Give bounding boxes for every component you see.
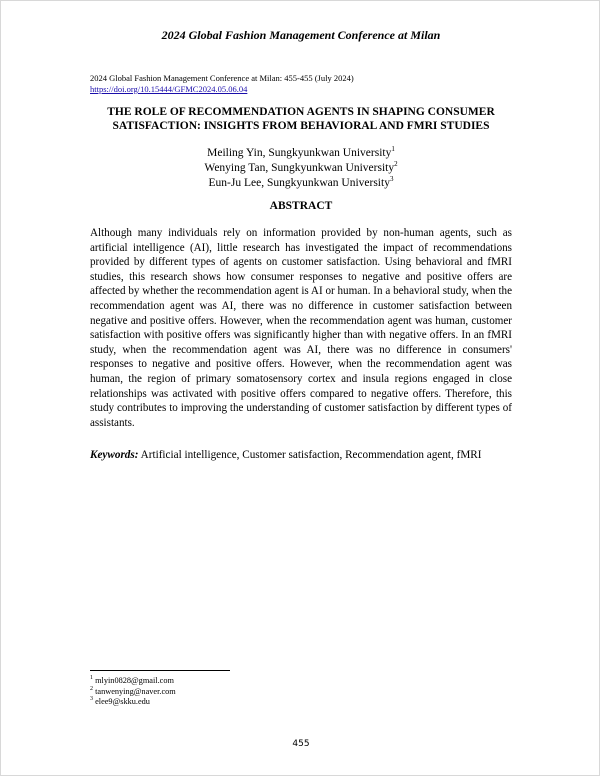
author-name: Wenying Tan, Sungkyunkwan University [204,162,395,174]
author-line [90,161,512,176]
footnote [90,697,176,708]
footnote-mark: 1 [90,675,93,682]
running-header: 2024 Global Fashion Management Conference at Milan [161,28,441,42]
author-line [90,146,512,161]
page-number: 455 [292,739,310,749]
abstract-text: Although many individuals rely on information provided by non-human agents, such as artificial intelligence (AI), little research has investigated the impact of recommendations provided by different types of agents on customer satisfaction. Using behavioral and fMRI studies, this research shows how consumer responses to negative and positive offers are affected by whether the recommendation agent is AI or human. In a behavioral study, when the recommendation agent was AI, there was no difference in customer satisfaction between negative and positive offers. However, when the recommendation agent was human, customer satisfaction with positive offers was significantly higher than with negative offers. In an fMRI study, when the recommendation agent was AI, there was no difference in consumers' responses to negative and positive offers. However, when the recommendation agent was human, the region of primary somatosensory cortex and insula regions engaged in close relationships was activated with positive offers compared to negative offers. Therefore, this study contributes to improving the understanding of customer satisfaction by different types of assistants. [90,227,512,429]
keywords-line [90,448,512,462]
doi-link[interactable]: https://doi.org/10.15444/GFMC2024.05.06.04 [90,84,248,94]
footnote [90,687,176,698]
footnote-mark: 1 [391,145,395,154]
footnotes [90,676,176,708]
abstract-heading: ABSTRACT [269,200,333,212]
citation-block [90,73,354,95]
keywords-text: Artificial intelligence, Customer satisfaction, Recommendation agent, fMRI [140,449,482,461]
author-line [90,176,512,191]
author-list [90,146,512,191]
author-name: Meiling Yin, Sungkyunkwan University [207,147,392,159]
footnote-mark: 3 [90,696,93,703]
keywords-label: Keywords: [90,449,139,461]
footnote-email: mlyin0828@gmail.com [95,676,174,685]
footnote-mark: 2 [90,685,93,692]
footnote-mark: 2 [394,160,398,169]
paper-title: THE ROLE OF RECOMMENDATION AGENTS IN SHAPING CONSUMER SATISFACTION: INSIGHTS FROM BEHAVIORAL AND FMRI STUDIES [107,106,495,132]
footnote-divider [90,670,230,671]
footnote-mark: 3 [389,175,394,184]
footnote [90,676,176,687]
footnote-email: elee9@skku.edu [95,697,150,706]
footnote-email: tanwenying@naver.com [95,686,176,696]
author-name: Eun-Ju Lee, Sungkyunkwan University [208,177,390,189]
citation-source: 2024 Global Fashion Management Conference at Milan: 455-455 (July 2024) [90,73,354,83]
